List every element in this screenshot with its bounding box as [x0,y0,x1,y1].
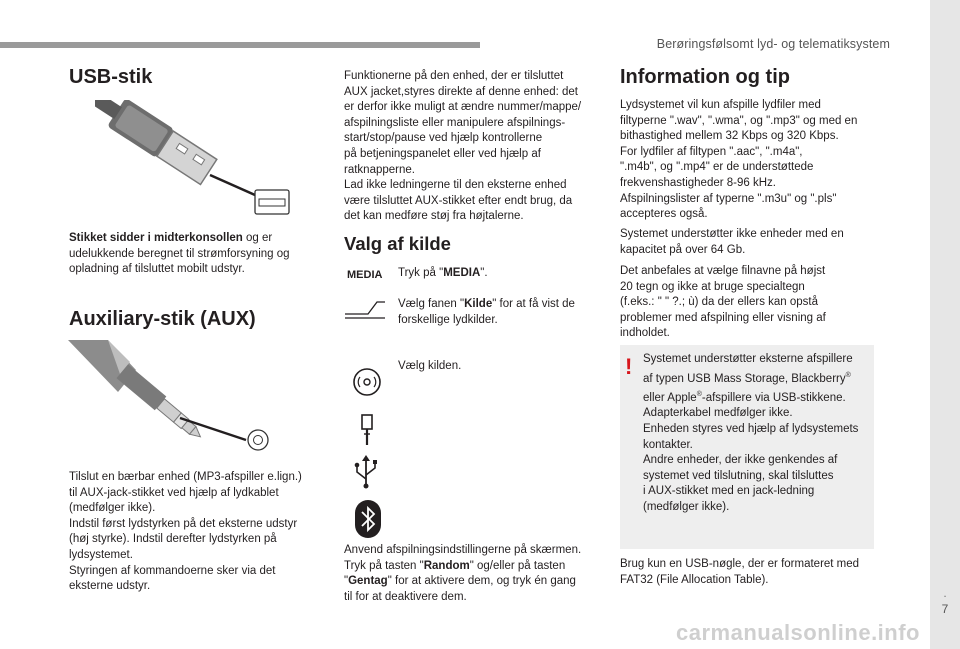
warn-line-2: af typen USB Mass Storage, Blackberry® [643,371,851,385]
page-header-title: Berøringsfølsomt lyd- og telematiksystem [656,37,890,51]
valg-af-kilde-title: Valg af kilde [344,233,451,254]
step-source-tab-text [398,297,598,328]
info-filenames-text [620,264,880,342]
step1-post: ". [480,267,488,279]
info-fat32-text [620,557,880,588]
page-number: 7 [941,602,949,616]
usb-caption-text: og er udelukkende beregnet til strømforsyning og opladning af tilsluttet mobilt udstyr. [69,232,290,276]
cd-disc-icon [352,367,382,397]
warn-line-3: eller Apple®-afspillere via USB-stikkene. [643,391,846,404]
warning-text [643,352,875,516]
usb-connector-illustration [95,100,300,220]
warn-rest: Adapterkabel medfølger ikke. Enheden styres ved hjælp af lydsystemets kontakter. Andre enheder, der ikke genkendes af systemet ved tilslutning, skal tilsluttes i AUX-stikket med en jack-ledning (medfølger ikke). [643,407,859,513]
warn-line-1: Systemet understøtter eksterne afspillere [643,353,853,365]
step2-pre: Vælg fanen " [398,298,465,310]
aux-body: Tilslut en bærbar enhed (MP3-afspiller e.lign.) til AUX-jack-stikket ved hjælp af lydkablet (medfølger ikke). Indstil først lydstyrken på det eksterne udstyr (høj styrke). Indstil derefter lydstyrken på lydsystemet. Styringen af kommandoerne sker via det eksterne udstyr. [69,471,302,593]
aux-note-text [344,69,599,225]
step1-bold: MEDIA [443,267,481,279]
info-section-title: Information og tip [620,66,790,88]
header-rule [0,42,480,48]
outro-line-1: Anvend afspilningsindstillingerne på skærmen. [344,544,582,556]
step1-pre: Tryk på " [398,267,444,279]
info-filetypes-text [620,98,880,223]
step2-bold: Kilde [464,298,493,310]
watermark-text: carmanualsonline.info [676,620,920,645]
outro-line-4: til for at deaktivere dem. [344,590,467,603]
aux-note: Funktionerne på den enhed, der er tilsluttet AUX jacket,styres direkte af denne enhed: det er derfor ikke muligt at ændre nummer/mappe/ afspilningsliste eller manipulere afspilnings- start/stop/pause ved hjælp kontrollerne på betjeningspanelet eller ved hjælp af ratknapperne. Lad ikke ledningerne til den eksterne enhed være tilsluttet AUX-stikket efter endt brug, da det kan medføre støj fra højtalerne. [344,70,582,223]
usb-section-title: USB-stik [69,66,153,88]
bluetooth-icon [355,500,381,538]
info-p2: Systemet understøtter ikke enheder med en kapacitet på over 64 Gb. [620,228,844,256]
usb-caption-bold: Stikket sidder i midterkonsollen [69,232,243,244]
aux-section-title: Auxiliary-stik (AUX) [69,308,256,330]
aux-body-text [69,470,321,595]
aux-jack-icon [358,414,376,446]
media-button-icon: MEDIA [347,269,383,281]
step2-post: " for at få vist de forskellige lydkilder. [398,298,575,326]
step-media-text [398,266,598,282]
outro-line-3: "Gentag" for at aktivere dem, og tryk én gang [344,575,576,588]
info-capacity-text [620,227,880,258]
page-marker-dot: . [943,586,947,600]
outro-line-2: Tryk på tasten "Random" og/eller på tasten [344,559,566,572]
aux-jack-illustration [68,340,273,455]
usb-caption [69,231,319,278]
side-margin-strip [930,0,960,649]
tab-icon [344,298,386,320]
usb-symbol-icon [353,455,379,489]
playback-options-text [344,543,604,605]
info-p1: Lydsystemet vil kun afspille lydfiler med filtyperne ".wav", ".wma", og ".mp3" og med en bithastighed mellem 32 Kbps og 320 Kbps. For lydfiler af filtypen ".aac", ".m4a", ".m4b", og ".mp4" er de understøttede frekvenshastigheder 8-96 kHz. Afspilningslister af typerne ".m3u" og ".pls" accepteres også. [620,99,858,221]
step-choose-source-text: Vælg kilden. [398,360,462,372]
warning-exclamation-icon: ! [625,354,633,379]
info-p3: Det anbefales at vælge filnavne på højst 20 tegn og ikke at bruge specialtegn (f.eks.: " " ?.; ù) da der ellers kan opstå problemer med afspilning eller visning af indholdet. [620,265,826,340]
info-p4: Brug kun en USB-nøgle, der er formateret med FAT32 (File Allocation Table). [620,558,860,586]
